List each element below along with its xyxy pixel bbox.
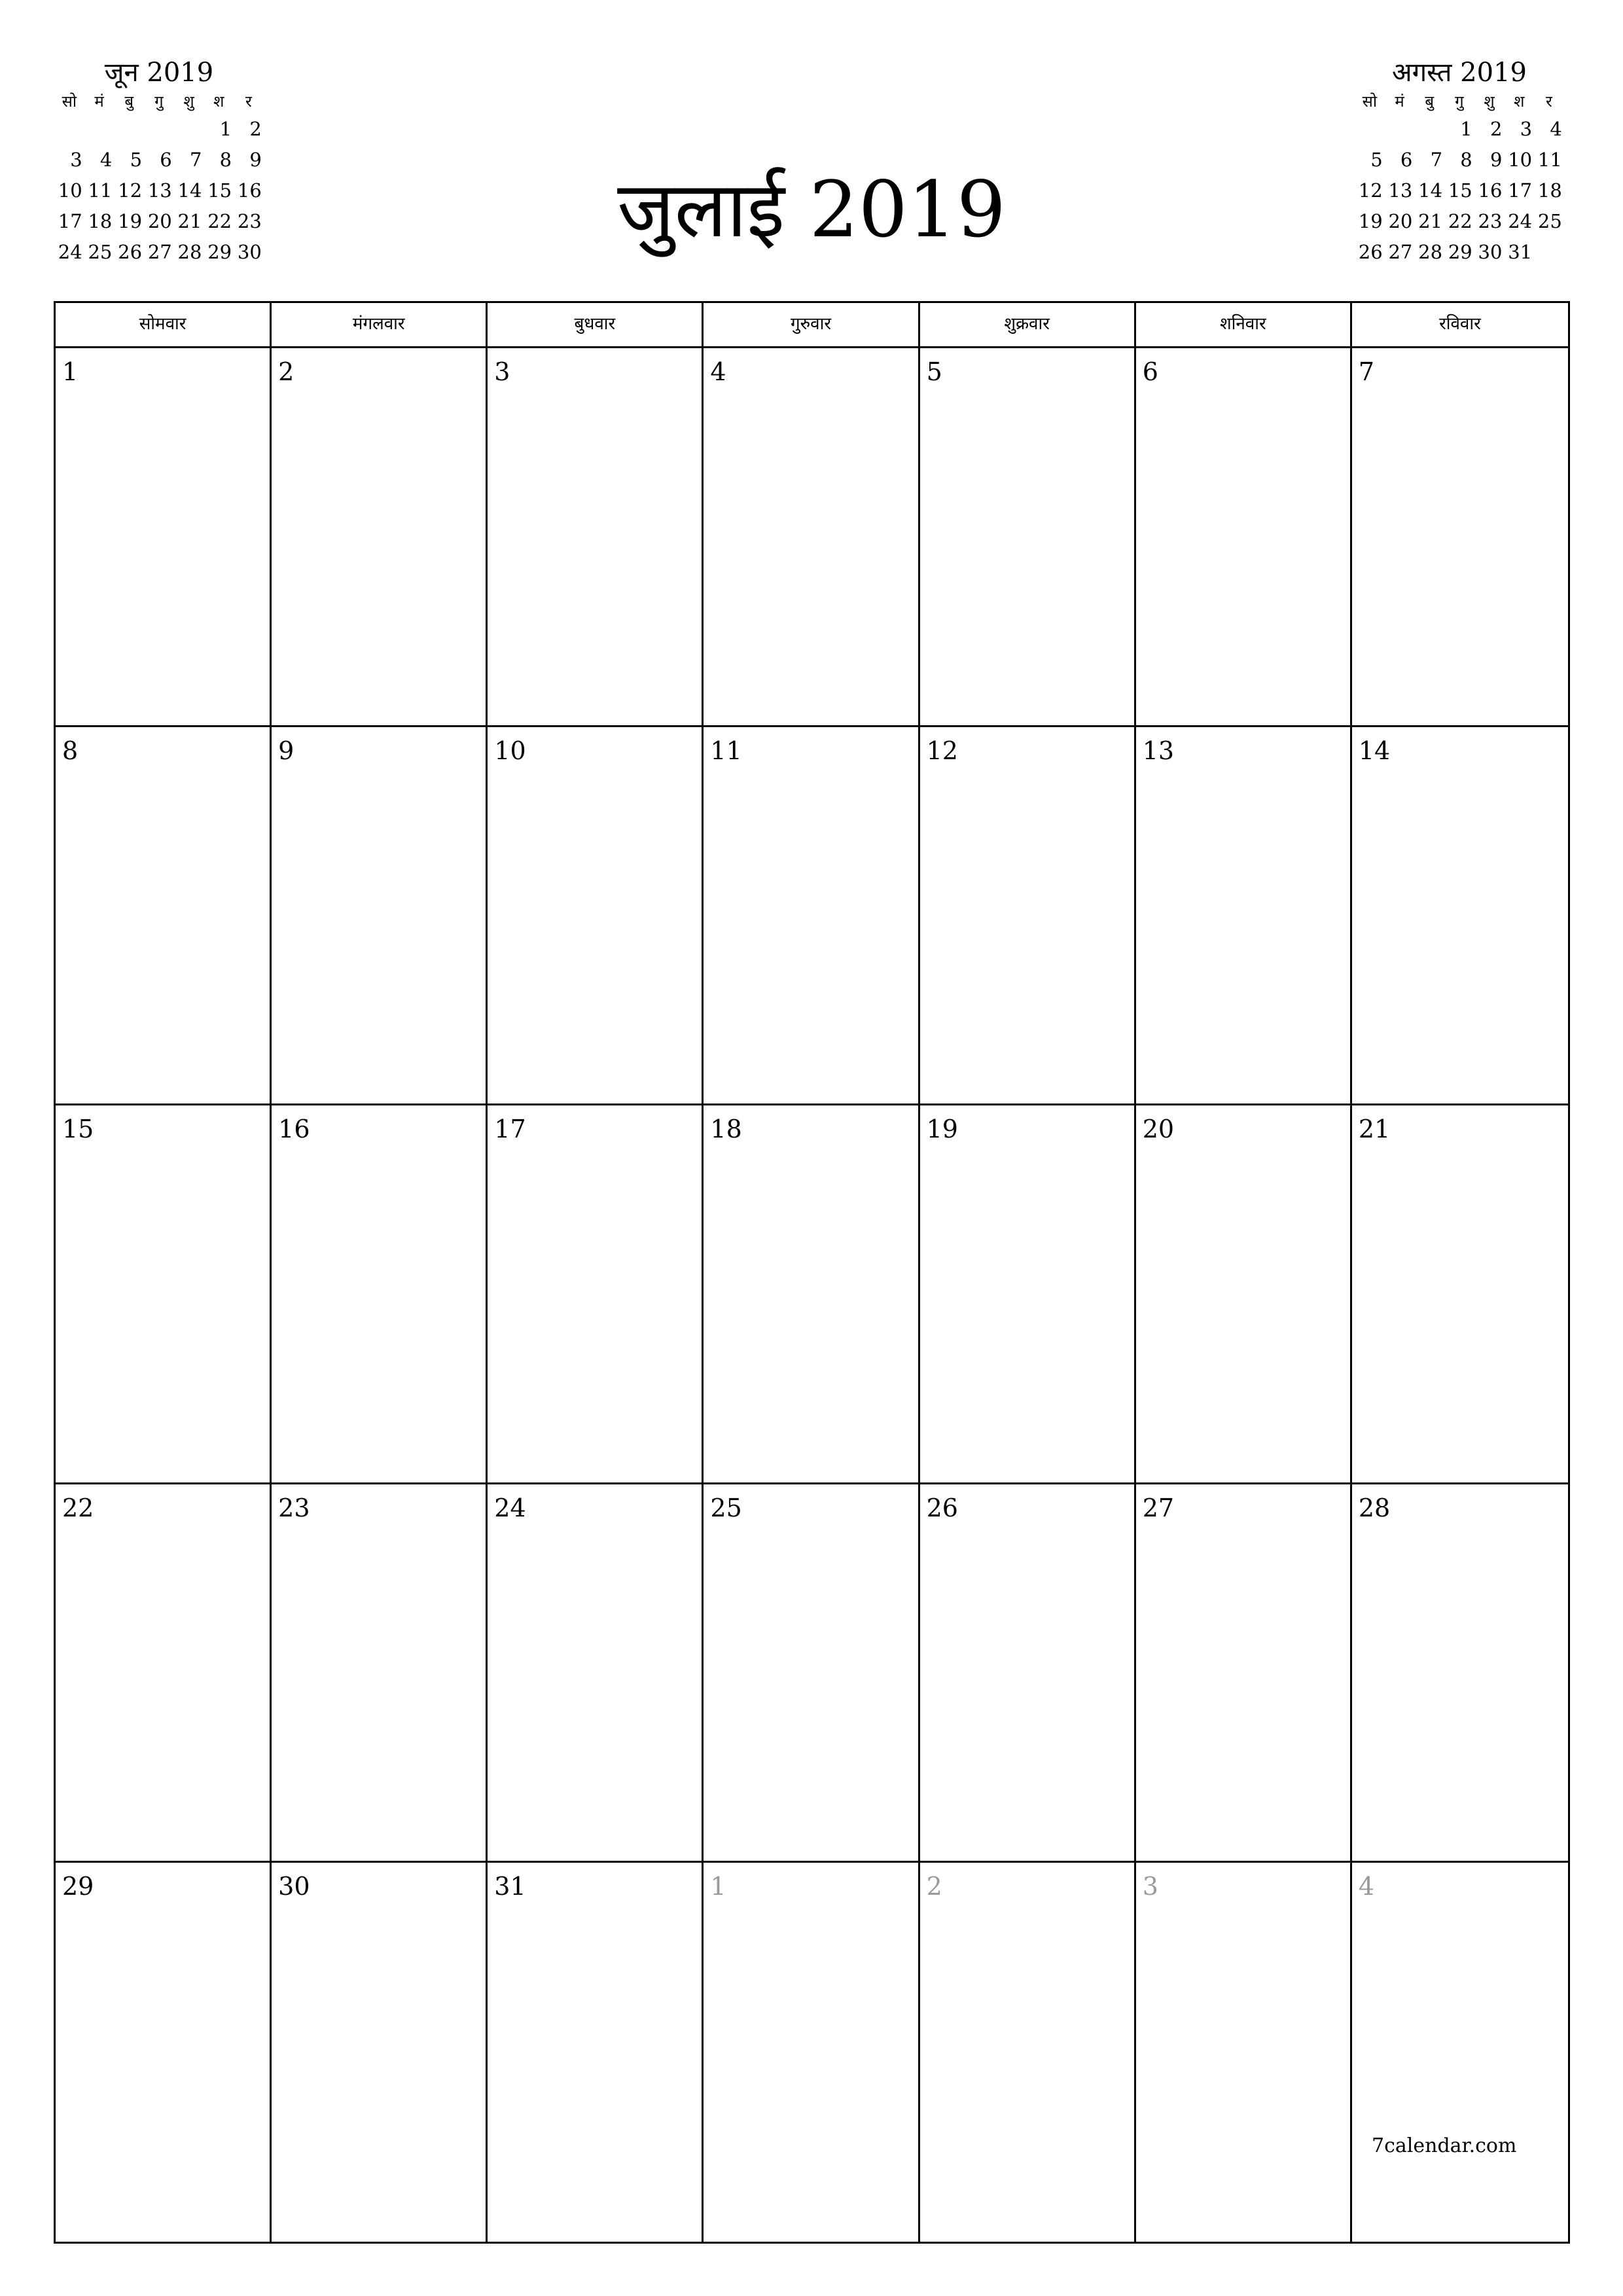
mini-day-cell: 23 — [237, 210, 262, 232]
day-number: 28 — [1358, 1493, 1391, 1522]
day-cell[interactable] — [1352, 1863, 1568, 2242]
mini-day-cell: 23 — [1478, 210, 1503, 232]
mini-day-cell: 28 — [1418, 241, 1443, 263]
day-number: 8 — [62, 736, 79, 765]
mini-day-cell: 25 — [1537, 210, 1562, 232]
month-grid — [54, 301, 1570, 2244]
mini-day-cell: 6 — [160, 149, 172, 171]
mini-day-cell: 31 — [1508, 241, 1533, 263]
mini-day-cell — [1534, 237, 1564, 268]
day-number: 31 — [494, 1872, 526, 1901]
weekday-header: शुक्रवार — [920, 303, 1136, 348]
day-cell[interactable] — [488, 1863, 704, 2242]
mini-day-cell: 18 — [1537, 179, 1562, 202]
day-cell[interactable] — [1352, 727, 1568, 1106]
day-cell[interactable] — [704, 1105, 919, 1484]
prev-month-title: जून 2019 — [104, 58, 214, 88]
day-cell[interactable] — [704, 1484, 919, 1863]
mini-weekday-header: सो — [62, 92, 77, 111]
mini-day-cell: 16 — [237, 179, 262, 202]
day-cell[interactable] — [1136, 1484, 1352, 1863]
day-cell[interactable] — [272, 1863, 488, 2242]
mini-weekday-header: गु — [154, 92, 164, 111]
day-cell[interactable] — [56, 1105, 272, 1484]
mini-day-cell: 10 — [58, 179, 82, 202]
mini-day-cell: 15 — [207, 179, 232, 202]
page-title: जुलाई 2019 — [617, 164, 1006, 255]
weekday-header: मंगलवार — [272, 303, 488, 348]
day-number: 22 — [62, 1493, 94, 1522]
mini-day-cell: 28 — [177, 241, 202, 263]
day-number: 4 — [710, 357, 726, 386]
mini-day-cell: 9 — [249, 149, 262, 171]
day-number: 5 — [926, 357, 942, 386]
mini-day-cell — [174, 114, 204, 145]
mini-day-cell — [1385, 114, 1415, 145]
mini-weekday-header: मं — [94, 92, 104, 111]
mini-day-cell: 20 — [1388, 210, 1413, 232]
day-number: 3 — [494, 357, 510, 386]
mini-weekday-header: सो — [1362, 92, 1378, 111]
mini-weekday-header: र — [245, 92, 252, 111]
mini-day-cell: 22 — [1448, 210, 1472, 232]
day-number: 1 — [710, 1872, 726, 1901]
day-cell[interactable] — [704, 727, 919, 1106]
day-number: 2 — [926, 1872, 942, 1901]
mini-day-cell: 21 — [1418, 210, 1443, 232]
mini-day-cell — [1414, 114, 1444, 145]
weekday-header: शनिवार — [1136, 303, 1352, 348]
day-cell[interactable] — [56, 1484, 272, 1863]
mini-day-cell: 6 — [1400, 149, 1413, 171]
weekday-header: सोमवार — [56, 303, 272, 348]
mini-day-cell — [1355, 114, 1385, 145]
day-cell[interactable] — [1136, 1105, 1352, 1484]
day-number: 1 — [62, 357, 79, 386]
watermark: 7calendar.com — [1372, 2134, 1517, 2157]
mini-weekday-header: शु — [183, 92, 194, 111]
day-number: 19 — [926, 1115, 958, 1144]
mini-weekday-header: श — [1514, 92, 1525, 111]
day-number: 27 — [1142, 1493, 1175, 1522]
mini-day-cell: 2 — [1489, 118, 1503, 140]
mini-day-cell: 3 — [1520, 118, 1533, 140]
day-cell[interactable] — [1352, 1484, 1568, 1863]
mini-day-cell: 7 — [1430, 149, 1443, 171]
day-cell[interactable] — [920, 1105, 1136, 1484]
day-number: 21 — [1358, 1115, 1391, 1144]
day-cell[interactable] — [920, 348, 1136, 727]
day-cell[interactable] — [1136, 348, 1352, 727]
mini-weekday-header: गु — [1455, 92, 1464, 111]
mini-day-cell: 21 — [177, 210, 202, 232]
mini-day-cell: 25 — [88, 241, 113, 263]
mini-day-cell: 18 — [88, 210, 113, 232]
mini-day-cell: 17 — [1508, 179, 1533, 202]
day-cell[interactable] — [56, 348, 272, 727]
mini-day-cell: 9 — [1489, 149, 1503, 171]
day-cell[interactable] — [272, 1484, 488, 1863]
day-cell[interactable] — [56, 1863, 272, 2242]
day-number: 30 — [278, 1872, 310, 1901]
mini-day-cell: 24 — [58, 241, 82, 263]
day-number: 10 — [494, 736, 526, 765]
mini-day-cell: 27 — [147, 241, 172, 263]
day-number: 23 — [278, 1493, 310, 1522]
mini-day-cell: 24 — [1508, 210, 1533, 232]
mini-day-cell: 8 — [1460, 149, 1472, 171]
weekday-header: बुधवार — [488, 303, 704, 348]
day-number: 11 — [710, 736, 742, 765]
mini-weekday-header: शु — [1484, 92, 1495, 111]
mini-day-cell: 26 — [1358, 241, 1383, 263]
mini-weekday-header: बु — [1425, 92, 1435, 111]
mini-day-cell: 11 — [1537, 149, 1562, 171]
mini-day-cell: 17 — [58, 210, 82, 232]
mini-day-cell: 30 — [237, 241, 262, 263]
weekday-header: रविवार — [1352, 303, 1568, 348]
mini-day-cell: 30 — [1478, 241, 1503, 263]
mini-day-cell: 14 — [1418, 179, 1443, 202]
day-number: 7 — [1358, 357, 1375, 386]
mini-day-cell: 27 — [1388, 241, 1413, 263]
mini-day-cell: 13 — [1388, 179, 1413, 202]
day-number: 26 — [926, 1493, 958, 1522]
day-number: 18 — [710, 1115, 742, 1144]
day-number: 13 — [1142, 736, 1175, 765]
day-number: 25 — [710, 1493, 742, 1522]
mini-day-cell: 20 — [147, 210, 172, 232]
day-number: 6 — [1142, 357, 1158, 386]
mini-day-cell: 12 — [118, 179, 143, 202]
mini-day-cell: 26 — [118, 241, 143, 263]
day-cell[interactable] — [56, 727, 272, 1106]
next-month-grid — [1355, 89, 1564, 268]
mini-day-cell: 29 — [1448, 241, 1472, 263]
day-cell[interactable] — [920, 1484, 1136, 1863]
next-month-title: अगस्त 2019 — [1392, 58, 1527, 88]
mini-day-cell — [84, 114, 115, 145]
next-month-mini-calendar — [1355, 56, 1564, 268]
day-number: 15 — [62, 1115, 94, 1144]
mini-day-cell: 1 — [219, 118, 232, 140]
day-cell[interactable] — [488, 727, 704, 1106]
mini-day-cell: 19 — [118, 210, 143, 232]
day-cell[interactable] — [488, 348, 704, 727]
mini-day-cell: 19 — [1358, 210, 1383, 232]
mini-day-cell: 2 — [249, 118, 262, 140]
day-number: 17 — [494, 1115, 526, 1144]
mini-weekday-header: श — [213, 92, 224, 111]
mini-day-cell — [114, 114, 144, 145]
day-number: 20 — [1142, 1115, 1175, 1144]
mini-day-cell — [54, 114, 84, 145]
day-cell[interactable] — [272, 1105, 488, 1484]
day-number: 16 — [278, 1115, 310, 1144]
mini-day-cell: 5 — [1370, 149, 1383, 171]
day-number: 24 — [494, 1493, 526, 1522]
mini-day-cell: 1 — [1460, 118, 1472, 140]
mini-day-cell: 4 — [99, 149, 113, 171]
mini-day-cell: 13 — [147, 179, 172, 202]
day-number: 14 — [1358, 736, 1391, 765]
mini-day-cell: 5 — [130, 149, 143, 171]
mini-day-cell — [144, 114, 174, 145]
day-cell[interactable] — [1136, 1863, 1352, 2242]
day-number: 12 — [926, 736, 958, 765]
mini-day-cell: 14 — [177, 179, 202, 202]
day-cell[interactable] — [488, 1484, 704, 1863]
day-cell[interactable] — [1352, 1105, 1568, 1484]
mini-weekday-header: र — [1546, 92, 1552, 111]
mini-day-cell: 29 — [207, 241, 232, 263]
day-cell[interactable] — [272, 348, 488, 727]
day-cell[interactable] — [920, 1863, 1136, 2242]
day-cell[interactable] — [1352, 348, 1568, 727]
day-cell[interactable] — [704, 1863, 919, 2242]
day-number: 2 — [278, 357, 294, 386]
day-cell[interactable] — [272, 727, 488, 1106]
day-number: 3 — [1142, 1872, 1158, 1901]
mini-day-cell: 3 — [70, 149, 82, 171]
mini-day-cell: 16 — [1478, 179, 1503, 202]
day-number: 9 — [278, 736, 294, 765]
mini-day-cell: 7 — [189, 149, 202, 171]
day-cell[interactable] — [704, 348, 919, 727]
mini-weekday-header: बु — [124, 92, 134, 111]
mini-day-cell: 11 — [88, 179, 113, 202]
mini-day-cell: 22 — [207, 210, 232, 232]
day-number: 29 — [62, 1872, 94, 1901]
weekday-header: गुरुवार — [704, 303, 919, 348]
mini-day-cell: 15 — [1448, 179, 1472, 202]
mini-weekday-header: मं — [1395, 92, 1404, 111]
mini-day-cell: 4 — [1550, 118, 1562, 140]
mini-day-cell: 10 — [1508, 149, 1533, 171]
day-number: 4 — [1358, 1872, 1375, 1901]
day-cell[interactable] — [1136, 727, 1352, 1106]
mini-day-cell: 8 — [219, 149, 232, 171]
day-cell[interactable] — [920, 727, 1136, 1106]
mini-day-cell: 12 — [1358, 179, 1383, 202]
day-cell[interactable] — [488, 1105, 704, 1484]
